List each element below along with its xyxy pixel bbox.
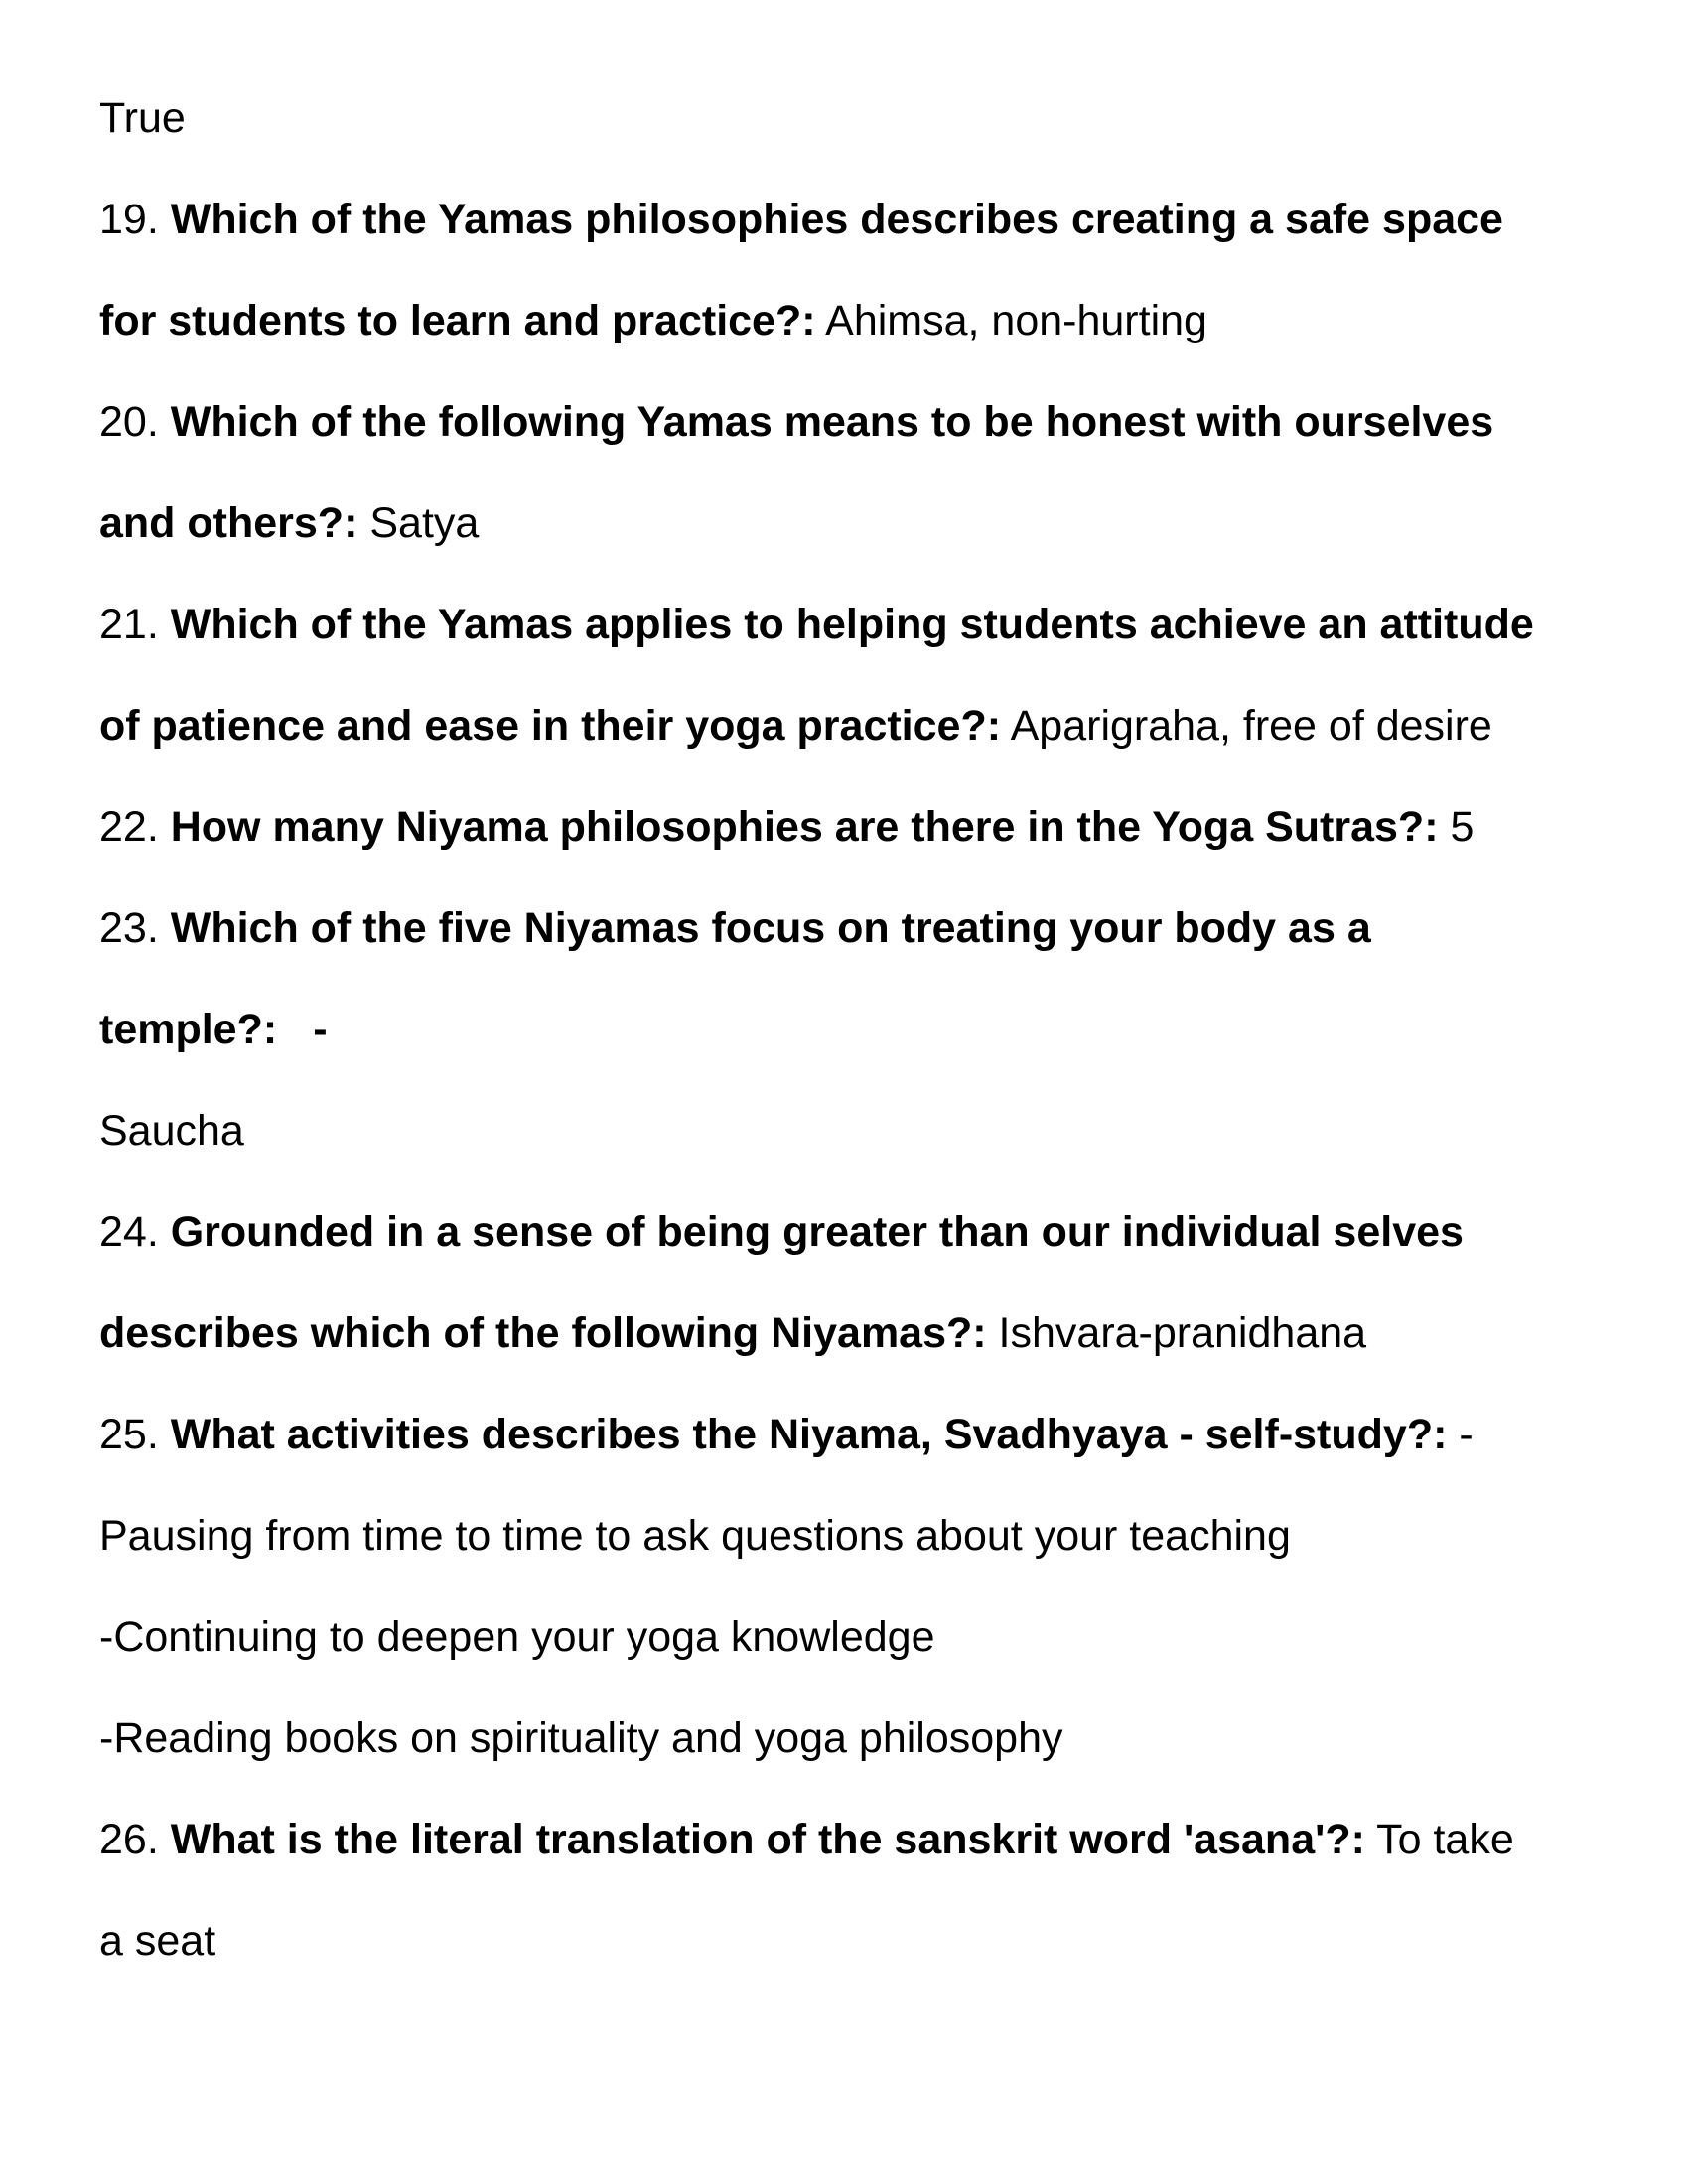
question-number: 20.	[99, 398, 171, 446]
question-23-continued	[99, 979, 1609, 1080]
question-number: 19.	[99, 196, 171, 243]
question-text: of patience and ease in their yoga practice?:	[99, 702, 1002, 750]
question-text: Which of the Yamas philosophies describes creating a safe space	[170, 196, 1503, 243]
question-text: Which of the five Niyamas focus on treating your body as a	[170, 904, 1371, 952]
question-text: describes which of the following Niyamas?:	[99, 1309, 987, 1357]
question-number: 23.	[99, 904, 171, 952]
question-22	[99, 776, 1609, 878]
question-25	[99, 1384, 1609, 1485]
question-24-continued	[99, 1283, 1609, 1384]
question-19-continued	[99, 270, 1609, 371]
answer-line	[99, 68, 1609, 169]
question-text: Which of the following Yamas means to be honest with ourselves	[170, 398, 1494, 446]
question-number: 26.	[99, 1816, 171, 1863]
answer-line	[99, 1890, 1609, 1991]
answer-line	[99, 1485, 1609, 1586]
question-24	[99, 1181, 1609, 1283]
question-19	[99, 169, 1609, 270]
question-21-continued	[99, 675, 1609, 776]
answer-dash: -	[313, 1006, 328, 1053]
answer-text: Pausing from time to time to ask questions about your teaching	[99, 1512, 1291, 1560]
answer-text: Ishvara-pranidhana	[986, 1309, 1367, 1357]
answer-text: -	[1447, 1411, 1474, 1458]
answer-text: -Continuing to deepen your yoga knowledge	[99, 1613, 935, 1661]
answer-text: Aparigraha, free of desire	[1001, 702, 1492, 750]
question-text: What activities describes the Niyama, Svadhyaya - self-study?:	[170, 1411, 1448, 1458]
answer-text: Ahimsa, non-hurting	[815, 297, 1207, 344]
flashcard-document	[99, 91, 1609, 1991]
question-20-continued	[99, 473, 1609, 574]
question-26	[99, 1789, 1609, 1890]
answer-line	[99, 1080, 1609, 1181]
question-text: Which of the Yamas applies to helping students achieve an attitude	[170, 601, 1534, 648]
answer-text: Satya	[357, 499, 480, 547]
question-number: 21.	[99, 601, 171, 648]
question-text: and others?:	[99, 499, 358, 547]
question-text: for students to learn and practice?:	[99, 297, 816, 344]
answer-text: 5	[1438, 803, 1475, 851]
question-text: Grounded in a sense of being greater than our individual selves	[170, 1208, 1464, 1256]
question-text: temple?:	[99, 1006, 278, 1053]
answer-line	[99, 1688, 1609, 1789]
answer-text: -Reading books on spirituality and yoga philosophy	[99, 1714, 1063, 1762]
question-number: 24.	[99, 1208, 171, 1256]
answer-text: True	[99, 94, 186, 142]
question-text: How many Niyama philosophies are there in the Yoga Sutras?:	[170, 803, 1439, 851]
answer-line	[99, 1586, 1609, 1688]
question-20	[99, 371, 1609, 473]
question-number: 25.	[99, 1411, 171, 1458]
question-number: 22.	[99, 803, 171, 851]
answer-text: Saucha	[99, 1107, 244, 1155]
answer-text: a seat	[99, 1917, 216, 1965]
question-text: What is the literal translation of the sanskrit word 'asana'?:	[170, 1816, 1365, 1863]
question-23	[99, 878, 1609, 979]
question-21	[99, 574, 1609, 675]
answer-text: To take	[1364, 1816, 1514, 1863]
